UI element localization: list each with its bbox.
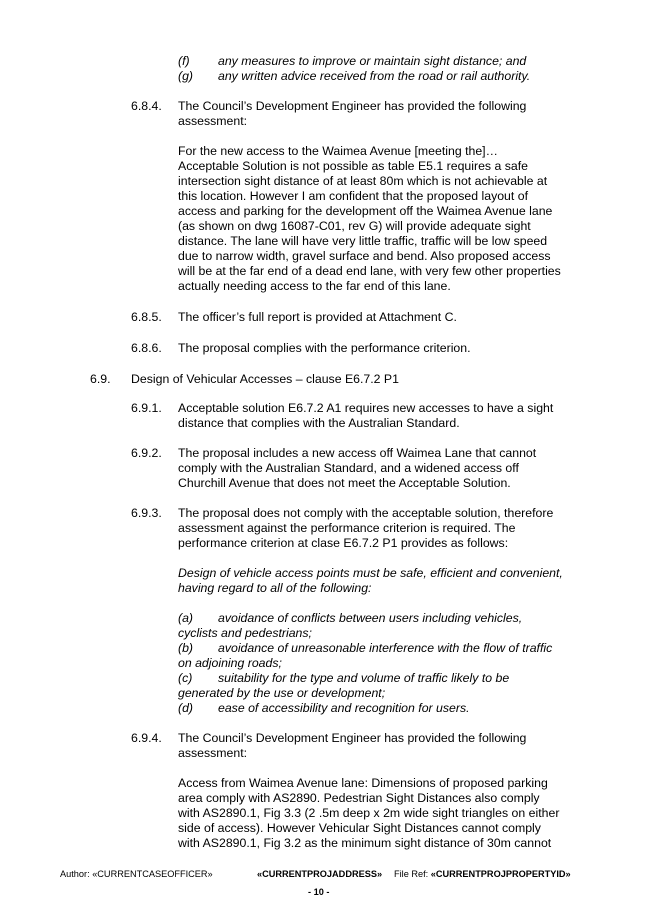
- quote-693-line: having regard to all of the following:: [178, 581, 372, 595]
- paragraph-693-line: performance criterion at clase E6.7.2 P1 provides as follows:: [178, 536, 509, 550]
- criterion-cont-c: generated by the use or development;: [178, 686, 386, 700]
- criterion-label-b: (b): [178, 641, 194, 655]
- quote-684-line: Acceptable Solution is not possible as table E5.1 requires a safe: [178, 159, 528, 173]
- quote-694-line: with AS2890.1, Fig 3.3 (2 .5m deep x 2m wide sight triangles on either: [178, 806, 560, 820]
- section-heading-69: Design of Vehicular Accesses – clause E6.7.2 P1: [131, 372, 399, 386]
- quote-684-line: (as shown on dwg 16087-C01, rev G) will provide adequate sight: [178, 219, 531, 233]
- paragraph-692-line: comply with the Australian Standard, and a widened access off: [178, 461, 519, 475]
- paragraph-686: The proposal complies with the performance criterion.: [178, 341, 471, 355]
- section-number-694: 6.9.4.: [131, 731, 162, 745]
- section-number-692: 6.9.2.: [131, 446, 162, 460]
- list-label-g: (g): [178, 69, 194, 83]
- section-number-69: 6.9.: [90, 372, 111, 386]
- section-number-685: 6.8.5.: [131, 310, 162, 324]
- paragraph-685: The officer’s full report is provided at Attachment C.: [178, 310, 457, 324]
- criterion-text-c: suitability for the type and volume of traffic likely to be: [218, 671, 510, 685]
- paragraph-691-line: Acceptable solution E6.7.2 A1 requires new accesses to have a sight: [178, 401, 554, 415]
- paragraph-684-line: The Council’s Development Engineer has provided the following: [178, 99, 527, 113]
- footer-author: [60, 869, 213, 880]
- quote-694-line: Access from Waimea Avenue lane: Dimensions of proposed parking: [178, 776, 548, 790]
- quote-684-line: access and parking for the development off the Waimea Avenue lane: [178, 204, 553, 218]
- footer-address: «CURRENTPROJADDRESS»: [257, 869, 383, 879]
- criterion-cont-b: on adjoining roads;: [178, 656, 282, 670]
- paragraph-694-line: The Council’s Development Engineer has provided the following: [178, 731, 527, 745]
- criterion-text-b: avoidance of unreasonable interference with the flow of traffic: [218, 641, 553, 655]
- footer-author-value: «CURRENTCASEOFFICER»: [92, 869, 213, 879]
- paragraph-693-line: assessment against the performance criterion is required. The: [178, 521, 516, 535]
- criterion-label-a: (a): [178, 611, 194, 625]
- quote-693-line: Design of vehicle access points must be safe, efficient and convenient,: [178, 566, 563, 580]
- quote-694-line: with AS2890.1, Fig 3.2 as the minimum sight distance of 30m cannot: [178, 836, 552, 850]
- paragraph-694-line: assessment:: [178, 746, 248, 760]
- paragraph-684-line: assessment:: [178, 114, 248, 128]
- criterion-text-d: ease of accessibility and recognition for users.: [218, 701, 470, 715]
- footer-author-label: Author:: [60, 869, 90, 879]
- list-text-f: any measures to improve or maintain sight distance; and: [218, 54, 527, 68]
- section-number-686: 6.8.6.: [131, 341, 162, 355]
- list-label-f: (f): [178, 54, 190, 68]
- section-number-691: 6.9.1.: [131, 401, 162, 415]
- paragraph-692-line: The proposal includes a new access off Waimea Lane that cannot: [178, 446, 537, 460]
- paragraph-692-line: Churchill Avenue that does not meet the Acceptable Solution.: [178, 476, 511, 490]
- paragraph-691-line: distance that complies with the Australian Standard.: [178, 416, 460, 430]
- section-number-693: 6.9.3.: [131, 506, 162, 520]
- quote-694-line: side of access). However Vehicular Sight Distances cannot comply: [178, 821, 541, 835]
- page-number: - 10 -: [308, 887, 330, 897]
- paragraph-693-line: The proposal does not comply with the acceptable solution, therefore: [178, 506, 554, 520]
- quote-684-line: distance. The lane will have very little traffic, traffic will be low speed: [178, 234, 548, 248]
- footer-file-ref-value: «CURRENTPROJPROPERTYID»: [430, 869, 571, 879]
- criterion-text-a: avoidance of conflicts between users including vehicles,: [218, 611, 523, 625]
- quote-684-line: actually needing access to the far end of this lane.: [178, 279, 451, 293]
- footer-file-ref: [394, 869, 571, 880]
- criterion-label-d: (d): [178, 701, 194, 715]
- quote-684-line: will be at the far end of a dead end lane, with very few other properties: [178, 264, 561, 278]
- criterion-label-c: (c): [178, 671, 193, 685]
- quote-684-line: due to narrow width, gravel surface and bend. Also proposed access: [178, 249, 551, 263]
- quote-684-line: For the new access to the Waimea Avenue [meeting the]…: [178, 144, 498, 158]
- list-text-g: any written advice received from the road or rail authority.: [218, 69, 531, 83]
- section-number-684: 6.8.4.: [131, 99, 162, 113]
- footer-file-ref-label: File Ref:: [394, 869, 429, 879]
- quote-684-line: intersection sight distance of at least 80m which is not achievable at: [178, 174, 548, 188]
- criterion-cont-a: cyclists and pedestrians;: [178, 626, 312, 640]
- quote-694-line: area comply with AS2890. Pedestrian Sight Distances also comply: [178, 791, 540, 805]
- quote-684-line: this location. However I am confident that the proposed layout of: [178, 189, 528, 203]
